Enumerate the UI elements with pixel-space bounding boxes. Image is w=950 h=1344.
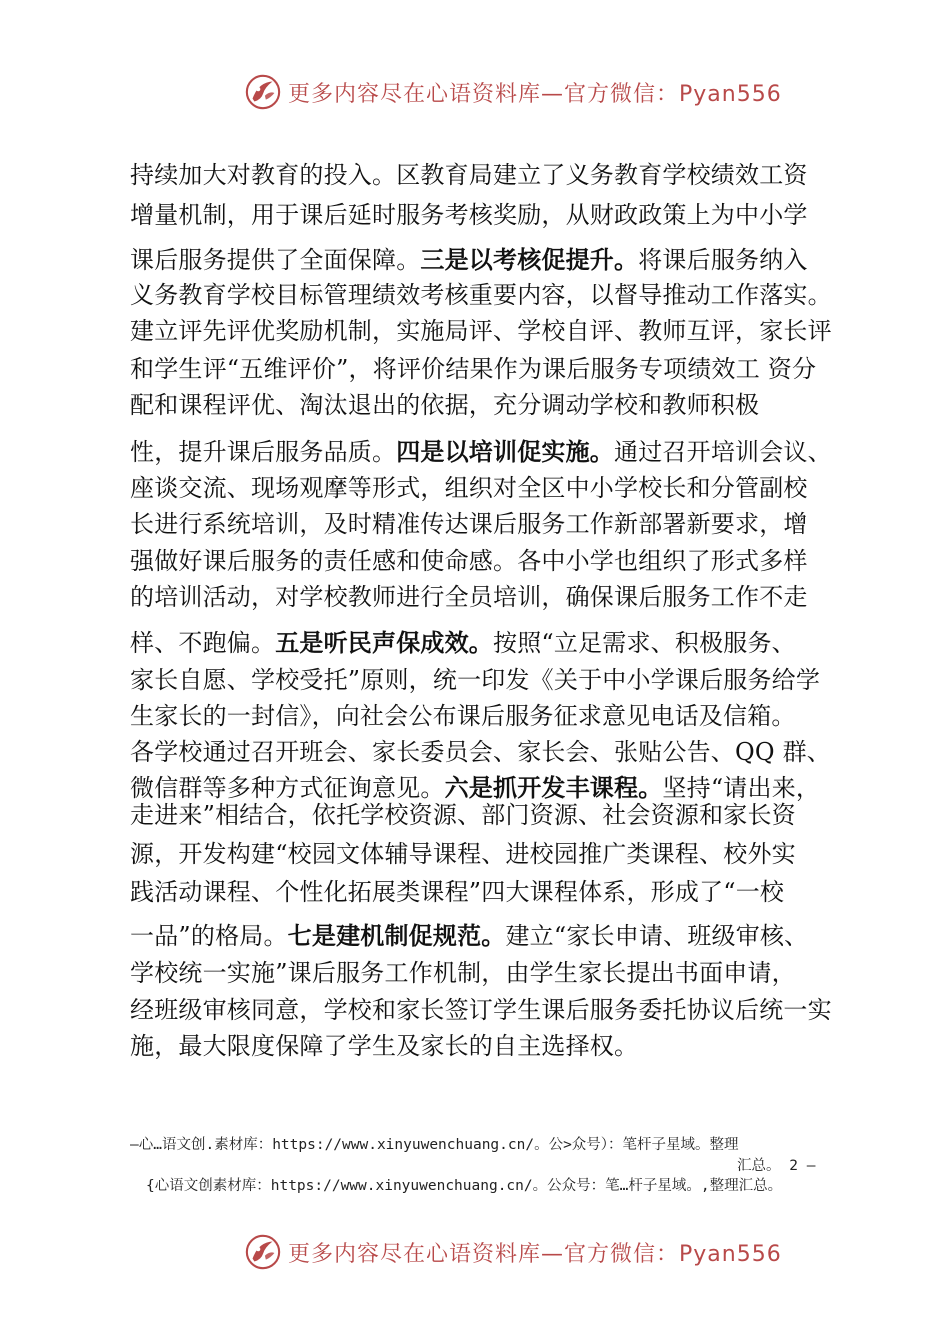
text-line — [130, 509, 808, 539]
header-banner — [244, 72, 782, 112]
footer-page-number: 汇总。 2 — — [737, 1158, 816, 1174]
text-run: 样、不跑偏。 — [130, 629, 276, 657]
text-run: 学校统一实施”课后服务工作机制，由学生家长提出书面申请， — [130, 959, 796, 987]
text-run: 义务教育学校目标管理绩效考核重要内容，以督导推动工作落实。 — [130, 281, 832, 309]
text-run: 配和课程评优、淘汰退出的依据，充分调动学校和教师积极 — [130, 391, 760, 419]
text-line — [130, 200, 808, 230]
text-run: 一品”的格局。 — [130, 922, 288, 950]
section-heading-bold: 三是以考核促提升。 — [420, 246, 639, 274]
banner-text: 更多内容尽在心语资料库—官方微信：Pyan556 — [288, 81, 782, 107]
text-line — [130, 160, 808, 190]
text-line — [130, 665, 820, 695]
text-line — [130, 958, 796, 988]
section-heading-bold: 五是听民声保成效。 — [275, 629, 494, 657]
text-run: 强做好课后服务的责任感和使命感。各中小学也组织了形式多样 — [130, 547, 808, 575]
text-run: 课后服务提供了全面保障。 — [130, 246, 421, 274]
text-run: 家长自愿、学校受托”原则，统一印发《关于中小学课后服务给学 — [130, 666, 821, 694]
footer-source-line-2: {心语文创素材库：https://www.xinyuwenchuang.cn/。公众号：笔…杆子星域。,整理汇总。 — [146, 1178, 783, 1194]
text-line — [130, 390, 759, 420]
text-line — [130, 316, 832, 346]
text-line — [130, 773, 820, 803]
text-line — [130, 995, 832, 1025]
text-run: 长进行系统培训，及时精准传达课后服务工作新部署新要求，增 — [130, 510, 808, 538]
text-line — [130, 280, 832, 310]
text-line — [130, 628, 796, 658]
text-line — [130, 839, 796, 869]
text-run: 和学生评“五维评价”，将评价结果作为课后服务专项绩效工 资分 — [130, 355, 817, 383]
text-run: 建立评先评优奖励机制，实施局评、学校自评、教师互评，家长评 — [130, 317, 832, 345]
text-line — [130, 701, 796, 731]
text-run: 通过召开培训会议、 — [614, 438, 832, 466]
footer-banner — [244, 1232, 782, 1272]
text-run: 源，开发构建“校园文体辅导课程、进校园推广类课程、校外实 — [130, 840, 796, 868]
text-run: 微信群等多种方式征询意见。 — [130, 774, 445, 802]
text-run: 将课后服务纳入 — [638, 246, 808, 274]
text-run: 走进来”相结合，依托学校资源、部门资源、社会资源和家长资 — [130, 801, 796, 829]
text-line — [130, 437, 832, 467]
section-heading-bold: 四是以培训促实施。 — [396, 438, 615, 466]
section-heading-bold: 六是抓开发丰课程。 — [444, 774, 663, 802]
text-line — [130, 921, 808, 951]
text-run: 经班级审核同意，学校和家长签订学生课后服务委托协议后统一实 — [130, 996, 832, 1024]
text-run: 各学校通过召开班会、家长委员会、家长会、张贴公告、QQ 群、 — [130, 738, 831, 766]
text-line — [130, 473, 808, 503]
brand-logo-icon — [244, 73, 282, 111]
text-run: 的培训活动，对学校教师进行全员培训，确保课后服务工作不走 — [130, 583, 808, 611]
footer-source-line-1: —心…语文创.素材库：https://www.xinyuwenchuang.cn/。公>众号）：笔杆子星域。整理 — [130, 1137, 739, 1153]
brand-logo-icon — [244, 1233, 282, 1271]
text-run: 坚持“请出来， — [662, 774, 821, 802]
text-line — [130, 800, 796, 830]
text-line — [130, 1031, 638, 1061]
text-run: 生家长的一封信》，向社会公布课后服务征求意见电话及信箱。 — [130, 702, 796, 730]
section-heading-bold: 七是建机制促规范。 — [287, 922, 506, 950]
text-run: 持续加大对教育的投入。区教育局建立了义务教育学校绩效工资 — [130, 161, 808, 189]
text-run: 按照“立足需求、积极服务、 — [493, 629, 796, 657]
text-run: 建立“家长申请、班级审核、 — [505, 922, 809, 950]
text-line — [130, 582, 808, 612]
text-line — [130, 546, 808, 576]
text-run: 座谈交流、现场观摩等形式，组织对全区中小学校长和分管副校 — [130, 474, 808, 502]
text-run: 性，提升课后服务品质。 — [130, 438, 397, 466]
banner-text: 更多内容尽在心语资料库—官方微信：Pyan556 — [288, 1241, 782, 1267]
text-run: 施，最大限度保障了学生及家长的自主选择权。 — [130, 1032, 639, 1060]
text-run: 增量机制，用于课后延时服务考核奖励，从财政政策上为中小学 — [130, 201, 808, 229]
text-run: 践活动课程、个性化拓展类课程”四大课程体系，形成了“一校 — [130, 878, 785, 906]
text-line — [130, 877, 784, 907]
text-line — [130, 354, 816, 384]
text-line — [130, 245, 808, 275]
text-line — [130, 737, 831, 767]
